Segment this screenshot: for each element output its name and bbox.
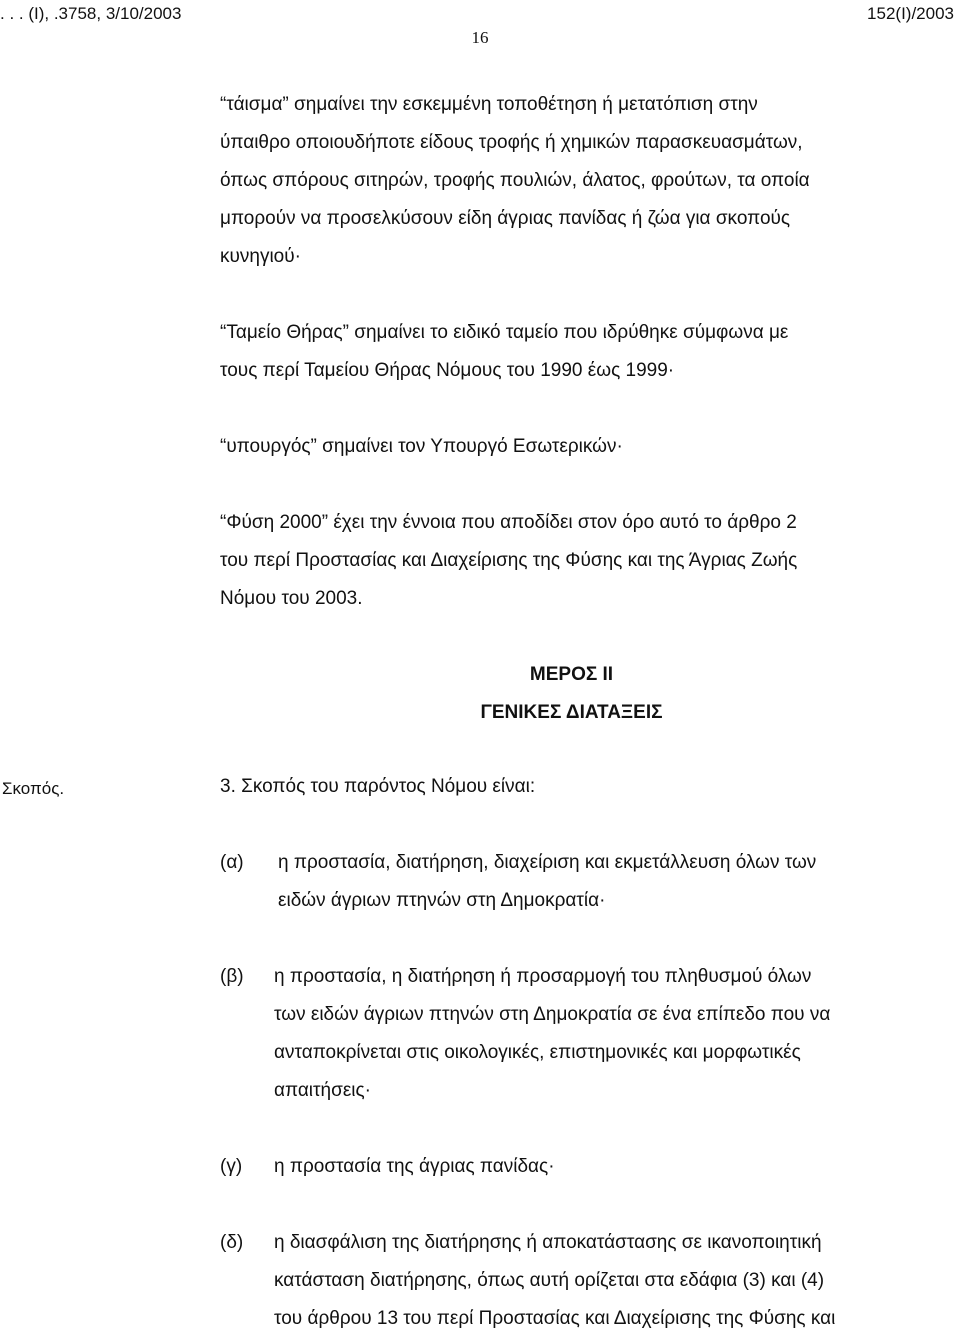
text-line: του περί Προστασίας και Διαχείρισης της Φύσης και της Άγριας Ζωής — [220, 550, 798, 571]
text-line: τους περί Ταμείου Θήρας Νόμους του 1990 έως 1999· — [220, 360, 675, 381]
text-line: του άρθρου 13 του περί Προστασίας και Διαχείρισης της Φύσης και — [274, 1308, 836, 1329]
text-line: κυνηγιού· — [220, 246, 301, 267]
text-line: μπορούν να προσελκύσουν είδη άγριας πανίδας ή ζώα για σκοπούς — [220, 208, 791, 229]
law-number: 152(Ι)/2003 — [867, 4, 954, 23]
text-line: ειδών άγριων πτηνών στη Δημοκρατία· — [278, 890, 606, 911]
item-label: (δ) — [220, 1232, 244, 1253]
text-line: η διασφάλιση της διατήρησης ή αποκατάστασης σε ικανοποιητική — [274, 1232, 822, 1253]
text-line: “τάισμα” σημαίνει την εσκεμμένη τοποθέτηση ή μετατόπιση στην — [220, 94, 758, 115]
item-text — [274, 1148, 922, 1186]
item-text — [274, 1224, 922, 1338]
text-line: ύπαιθρο οποιουδήποτε είδους τροφής ή χημικών παρασκευασμάτων, — [220, 132, 803, 153]
text-line: “Φύση 2000” έχει την έννοια που αποδίδει στον όρο αυτό το άρθρο 2 — [220, 512, 797, 533]
definition-taisma — [220, 86, 923, 276]
definition-ypourgos — [220, 428, 923, 466]
definition-fysi-2000 — [220, 504, 923, 618]
item-label: (α) — [220, 852, 244, 873]
item-label: (γ) — [220, 1156, 243, 1177]
item-label: (β) — [220, 966, 244, 987]
document-header-reference: . . . (Ι), .3758, 3/10/2003 — [0, 4, 182, 23]
part-heading: ΜΕΡΟΣ ΙΙ — [529, 664, 614, 685]
part-subheading: ΓΕΝΙΚΕΣ ΔΙΑΤΑΞΕΙΣ — [480, 702, 663, 723]
text-line: η προστασία, η διατήρηση ή προσαρμογή του πληθυσμού όλων — [274, 966, 812, 987]
section-intro: 3. Σκοπός του παρόντος Νόμου είναι: — [220, 776, 536, 797]
text-line: απαιτήσεις· — [274, 1080, 372, 1101]
text-line: η προστασία της άγριας πανίδας· — [274, 1156, 555, 1177]
text-line: των ειδών άγριων πτηνών στη Δημοκρατία σε ένα επίπεδο που να — [274, 1004, 831, 1025]
text-line: “Ταμείο Θήρας” σημαίνει το ειδικό ταμείο που ιδρύθηκε σύμφωνα με — [220, 322, 789, 343]
text-line: Νόμου του 2003. — [220, 588, 363, 609]
text-line: κατάσταση διατήρησης, όπως αυτή ορίζεται στα εδάφια (3) και (4) — [274, 1270, 825, 1291]
item-text — [274, 958, 922, 1110]
margin-note: Σκοπός. — [2, 779, 65, 798]
text-line: “υπουργός” σημαίνει τον Υπουργό Εσωτερικών· — [220, 436, 623, 457]
page-number: 16 — [471, 28, 489, 47]
definition-tameio-thiras — [220, 314, 923, 390]
item-text — [278, 844, 926, 920]
text-line: όπως σπόρους σιτηρών, τροφής πουλιών, άλατος, φρούτων, τα οποία — [220, 170, 810, 191]
text-line: η προστασία, διατήρηση, διαχείριση και εκμετάλλευση όλων των — [278, 852, 817, 873]
text-line: ανταποκρίνεται στις οικολογικές, επιστημονικές και μορφωτικές — [274, 1042, 801, 1063]
